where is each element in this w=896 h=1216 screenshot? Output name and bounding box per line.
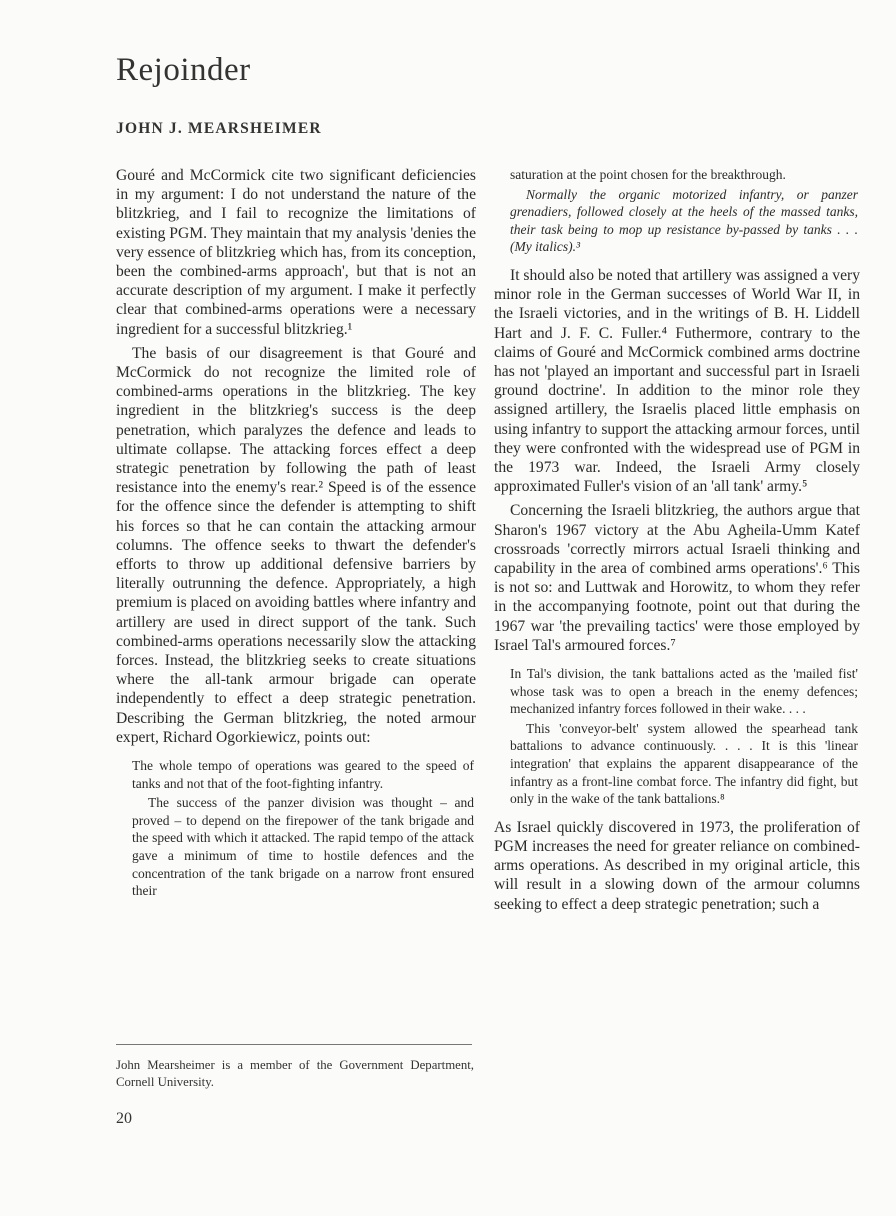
quote-paragraph: In Tal's division, the tank battalions acted as the 'mailed fist' whose task was to open a breach in the enemy defences; mechanized infantry forces followed in their wake. . . .	[510, 666, 858, 717]
quote-paragraph: saturation at the point chosen for the breakthrough.	[510, 167, 786, 182]
paragraph-5: As Israel quickly discovered in 1973, the proliferation of PGM increases the need for greater reliance on combined-arms operations. As described in my original article, this will result in a slowing down of the armour columns seeking to effect a deep strategic penetration; such a	[494, 818, 860, 913]
author-footnote: John Mearsheimer is a member of the Government Department, Cornell University.	[116, 1058, 474, 1089]
quote-paragraph: The whole tempo of operations was geared to the speed of tanks and not that of the foot-fighting infantry.	[132, 758, 474, 791]
left-column	[116, 166, 476, 910]
quote-paragraph: The success of the panzer division was thought – and proved – to depend on the firepower of the tank brigade and the speed with which it attacked. The rapid tempo of the attack gave a minimum of time to hostile defences and the concentration of the tank brigade on a narrow front ensured their	[132, 795, 474, 899]
block-quote-continued	[494, 166, 860, 256]
paragraph-4: Concerning the Israeli blitzkrieg, the authors argue that Sharon's 1967 victory at the Abu Agheila-Umm Katef crossroads 'correctly mirrors actual Israeli thinking and capability in the area of combined arms operations'.⁶ This is not so: and Luttwak and Horowitz, to whom they refer in the accompanying footnote, point out that during the 1967 war 'the prevailing tactics' were those employed by Israel Tal's armoured forces.⁷	[494, 502, 860, 654]
article-title: Rejoinder	[116, 52, 251, 88]
quote-paragraph-italic: Normally the organic motorized infantry, or panzer grenadiers, followed closely at the heels of the massed tanks, their task being to mop up resistance by-passed by tanks . . . (My italics).³	[510, 186, 858, 255]
paragraph-1: Gouré and McCormick cite two significant deficiencies in my argument: I do not understand the nature of the blitzkrieg, and I fail to recognize the limitations of existing PGM. They maintain that my analysis 'denies the very essence of blitzkrieg which has, from its conception, been the combined-arms approach', but that is not an accurate description of my argument. I make it perfectly clear that combined-arms operations were a necessary ingredient for a successful blitzkrieg.¹	[116, 167, 476, 338]
right-column	[494, 166, 860, 914]
author-name: JOHN J. MEARSHEIMER	[116, 120, 322, 137]
block-quote-luttwak	[494, 665, 860, 808]
quote-paragraph: This 'conveyor-belt' system allowed the spearhead tank battalions to advance continuously. . . . It is this 'linear integration' that explains the apparent disappearance of the infantry as a front-line combat force. The infantry did fight, but only in the wake of the tank battalions.⁸	[510, 720, 858, 807]
footnote-divider	[116, 1044, 472, 1045]
paragraph-2: The basis of our disagreement is that Gouré and McCormick do not recognize the limited role of combined-arms operations in the blitzkrieg. The key ingredient in the blitzkrieg's success is the deep penetration, which paralyzes the defence and leads to ultimate collapse. The attacking forces effect a deep strategic penetration by following the path of least resistance into the enemy's rear.² Speed is of the essence for the offence since the defender is attempting to shift his forces so that he can contain the attacking armour columns. The offence seeks to thwart the defender's efforts to throw up additional defensive barriers by literally outrunning the defence. Appropriately, a high premium is placed on avoiding battles where infantry and artillery are used in direct support of the tank. Such combined-arms operations necessarily slow the attacking forces. Instead, the blitzkrieg seeks to create situations where the all-tank armour brigade can operate independently to effect a deep strategic penetration. Describing the German blitzkrieg, the noted armour expert, Richard Ogorkiewicz, points out:	[116, 344, 476, 746]
paragraph-3: It should also be noted that artillery was assigned a very minor role in the German successes of World War II, in the Israeli victories, and in the writings of B. H. Liddell Hart and J. F. C. Fuller.⁴ Futhermore, contrary to the claims of Gouré and McCormick combined arms doctrine has not 'played an important and successful part in Israeli ground doctrine'. In addition to the minor role they assigned artillery, the Israelis placed little emphasis on using infantry to support the attacking armour forces, until they were confronted with the widespread use of PGM in the 1973 war. Indeed, the Israeli Army closely approximated Fuller's vision of an 'all tank' army.⁵	[494, 266, 860, 496]
page-number: 20	[116, 1110, 132, 1127]
block-quote-ogorkiewicz	[116, 757, 476, 900]
